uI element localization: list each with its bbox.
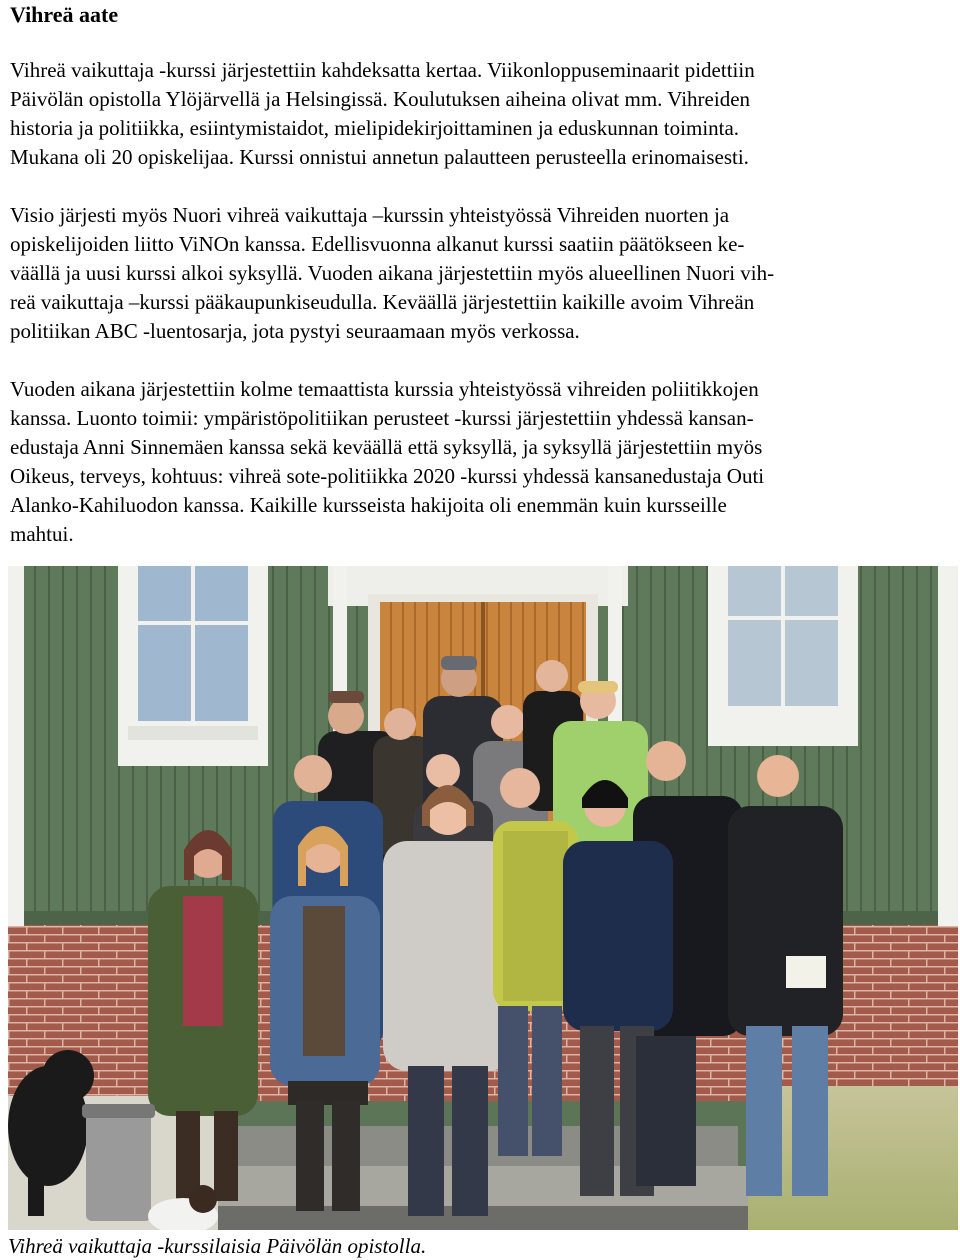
photo-caption: Vihreä vaikuttaja -kurssilaisia Päivölän opistolla. [8, 1234, 427, 1258]
left-window [118, 566, 268, 766]
page-heading: Vihreä aate [10, 2, 119, 27]
text-line: Vihreä vaikuttaja -kurssi järjestettiin kahdeksatta kertaa. Viikonloppuseminaarit pidettiin [10, 58, 755, 82]
text-line: historia ja politiikka, esiintymistaidot, mielipidekirjoittaminen ja eduskunnan toiminta. [10, 116, 740, 140]
text-line: Visio järjesti myös Nuori vihreä vaikuttaja –kurssin yhteistyössä Vihreiden nuorten ja [10, 203, 730, 227]
group-photo [8, 566, 958, 1230]
trash-bin [82, 1104, 155, 1221]
text-line: Mukana oli 20 opiskelijaa. Kurssi onnistui annetun palautteen perusteella erinomaisesti. [10, 145, 749, 169]
text-line: mahtui. [10, 522, 74, 546]
paragraph-1 [10, 56, 945, 172]
paragraph-3 [10, 375, 945, 549]
text-line: väällä ja uusi kurssi alkoi syksyllä. Vuoden aikana järjestettiin myös alueellinen Nuori vih- [10, 261, 775, 285]
text-line: Alanko-Kahiluodon kanssa. Kaikille kursseista hakijoita oli enemmän kuin kursseille [10, 493, 727, 517]
paragraph-2 [10, 201, 945, 346]
text-line: edustaja Anni Sinnemäen kanssa sekä keväällä että syksyllä, ja syksyllä järjestettiin myös [10, 435, 763, 459]
text-line: Päivölän opistolla Ylöjärvellä ja Helsingissä. Koulutuksen aiheina olivat mm. Vihreiden [10, 87, 751, 111]
right-window [708, 566, 858, 746]
text-line: Oikeus, terveys, kohtuus: vihreä sote-politiikka 2020 -kurssi yhdessä kansanedustaja Outi [10, 464, 765, 488]
text-line: opiskelijoiden liitto ViNOn kanssa. Edellisvuonna alkanut kurssi saatiin päätökseen ke- [10, 232, 745, 256]
text-line: kanssa. Luonto toimii: ympäristöpolitiikan perusteet -kurssi järjestettiin yhdessä kansan- [10, 406, 754, 430]
text-line: politiikan ABC -luentosarja, jota pystyi seuraamaan myös verkossa. [10, 319, 580, 343]
text-line: Vuoden aikana järjestettiin kolme temaattista kurssia yhteistyössä vihreiden poliitikkojen [10, 377, 759, 401]
text-line: reä vaikuttaja –kurssi pääkaupunkiseudulla. Keväällä järjestettiin kaikille avoim Vihreän [10, 290, 755, 314]
group-photo-illustration [8, 566, 958, 1230]
